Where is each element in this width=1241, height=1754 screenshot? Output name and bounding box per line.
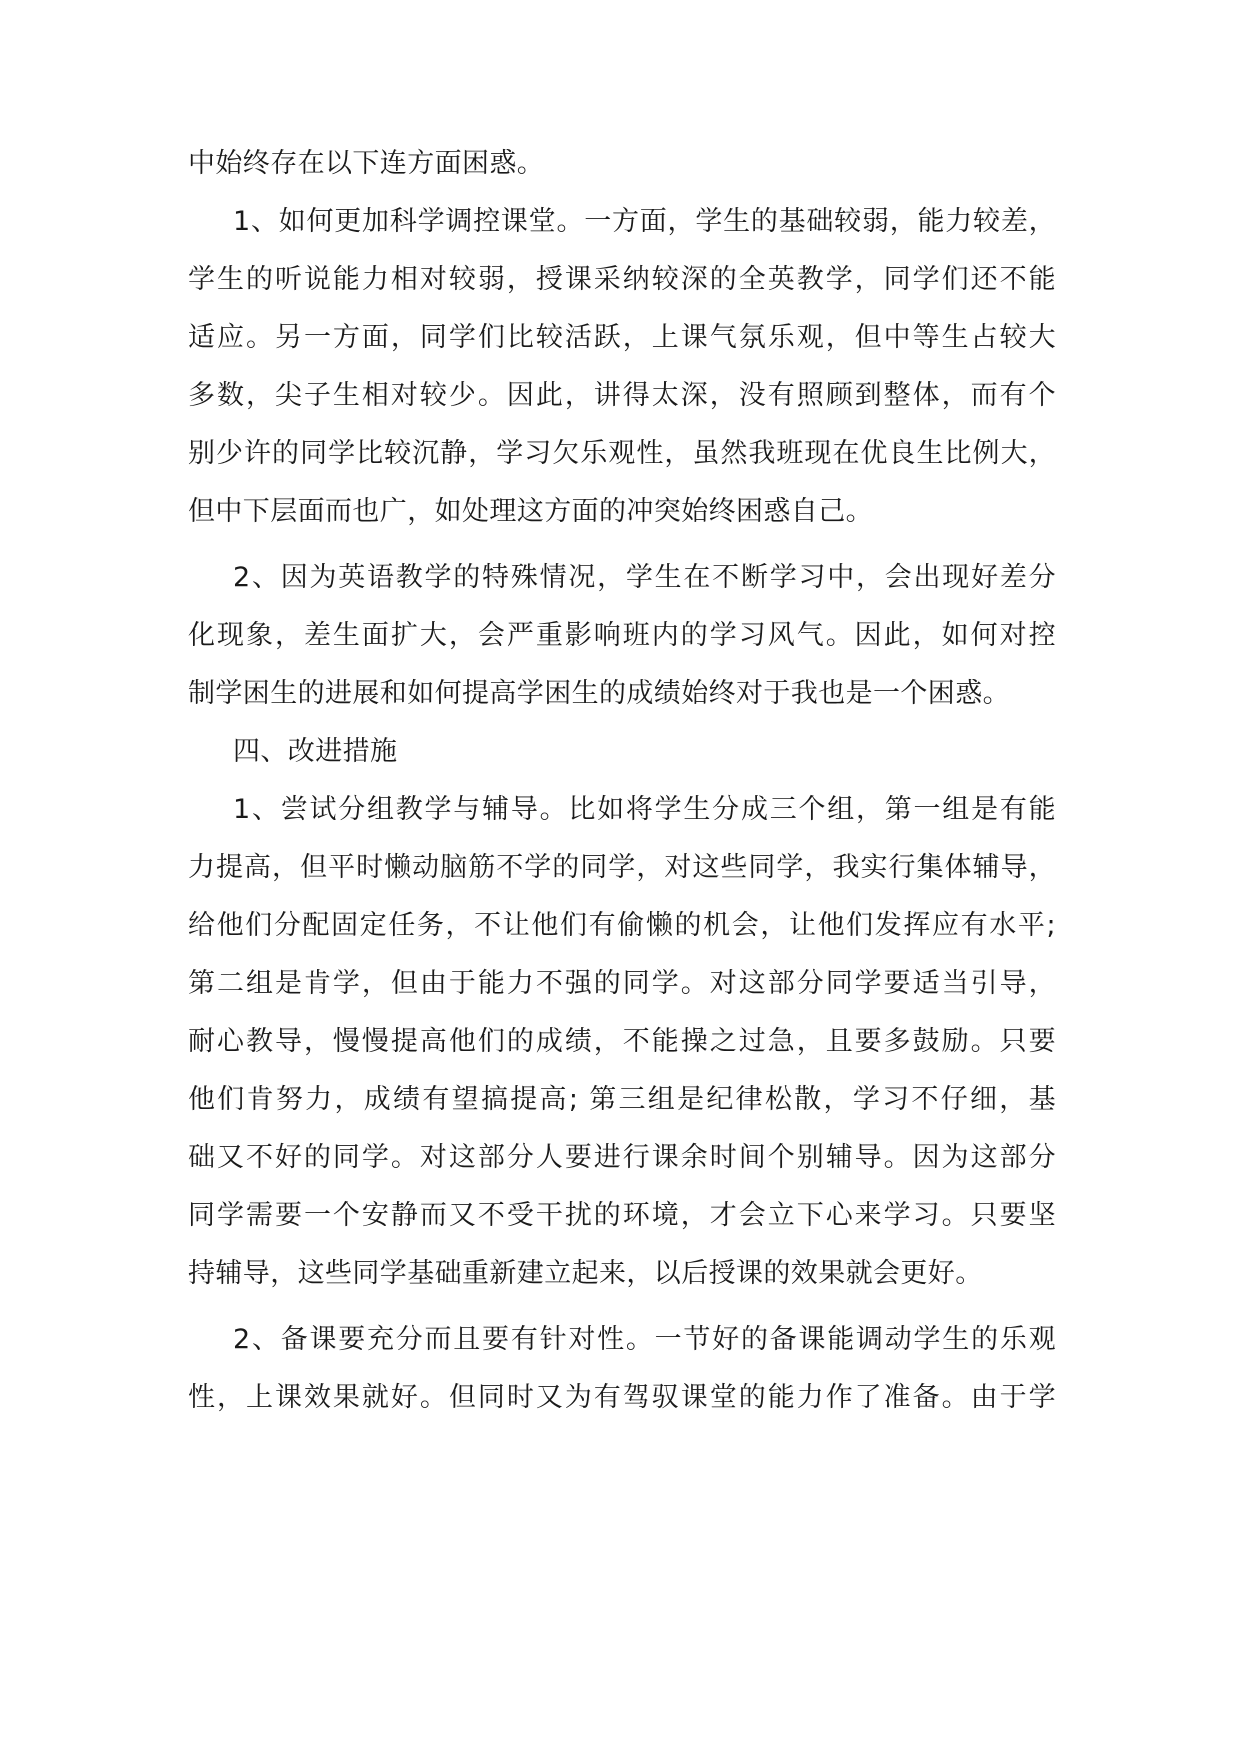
text-line: 性，上课效果就好。但同时又为有驾驭课堂的能力作了准备。由于学 xyxy=(188,1382,1056,1413)
text-line: 第二组是肯学，但由于能力不强的同学。对这部分同学要适当引导， xyxy=(188,968,1056,999)
text-line: 化现象，差生面扩大，会严重影响班内的学习风气。因此，如何对控 xyxy=(188,620,1056,651)
text-line: 础又不好的同学。对这部分人要进行课余时间个别辅导。因为这部分 xyxy=(188,1142,1056,1173)
text-line: 他们肯努力，成绩有望搞提高; 第三组是纪律松散，学习不仔细，基 xyxy=(188,1084,1056,1115)
text-line: 力提高，但平时懒动脑筋不学的同学，对这些同学，我实行集体辅导， xyxy=(188,852,1056,883)
text-line: 持辅导，这些同学基础重新建立起来，以后授课的效果就会更好。 xyxy=(188,1258,983,1289)
text-line: 学生的听说能力相对较弱，授课采纳较深的全英教学，同学们还不能 xyxy=(188,264,1056,295)
text-line: 给他们分配固定任务，不让他们有偷懒的机会，让他们发挥应有水平; xyxy=(188,910,1056,941)
text-line: 但中下层面而也广，如处理这方面的冲突始终困惑自己。 xyxy=(188,496,873,527)
text-line: 别少许的同学比较沉静，学习欠乐观性，虽然我班现在优良生比例大， xyxy=(188,438,1056,469)
text-line: 耐心教导，慢慢提高他们的成绩，不能操之过急，且要多鼓励。只要 xyxy=(188,1026,1056,1057)
text-line: 多数，尖子生相对较少。因此，讲得太深，没有照顾到整体，而有个 xyxy=(188,380,1056,411)
paragraph-3-start: 1、尝试分组教学与辅导。比如将学生分成三个组，第一组是有能 xyxy=(233,794,1056,825)
paragraph-1-start: 1、如何更加科学调控课堂。一方面，学生的基础较弱，能力较差， xyxy=(233,206,1056,237)
paragraph-4-start: 2、备课要充分而且要有针对性。一节好的备课能调动学生的乐观 xyxy=(233,1324,1056,1355)
text-line: 制学困生的进展和如何提高学困生的成绩始终对于我也是一个困惑。 xyxy=(188,678,1010,709)
paragraph-2-start: 2、因为英语教学的特殊情况，学生在不断学习中，会出现好差分 xyxy=(233,562,1056,593)
text-line: 中始终存在以下连方面困惑。 xyxy=(188,148,545,179)
text-line: 同学需要一个安静而又不受干扰的环境，才会立下心来学习。只要坚 xyxy=(188,1200,1056,1231)
text-line: 适应。另一方面，同学们比较活跃，上课气氛乐观，但中等生占较大 xyxy=(188,322,1056,353)
section-heading: 四、改进措施 xyxy=(233,736,398,767)
